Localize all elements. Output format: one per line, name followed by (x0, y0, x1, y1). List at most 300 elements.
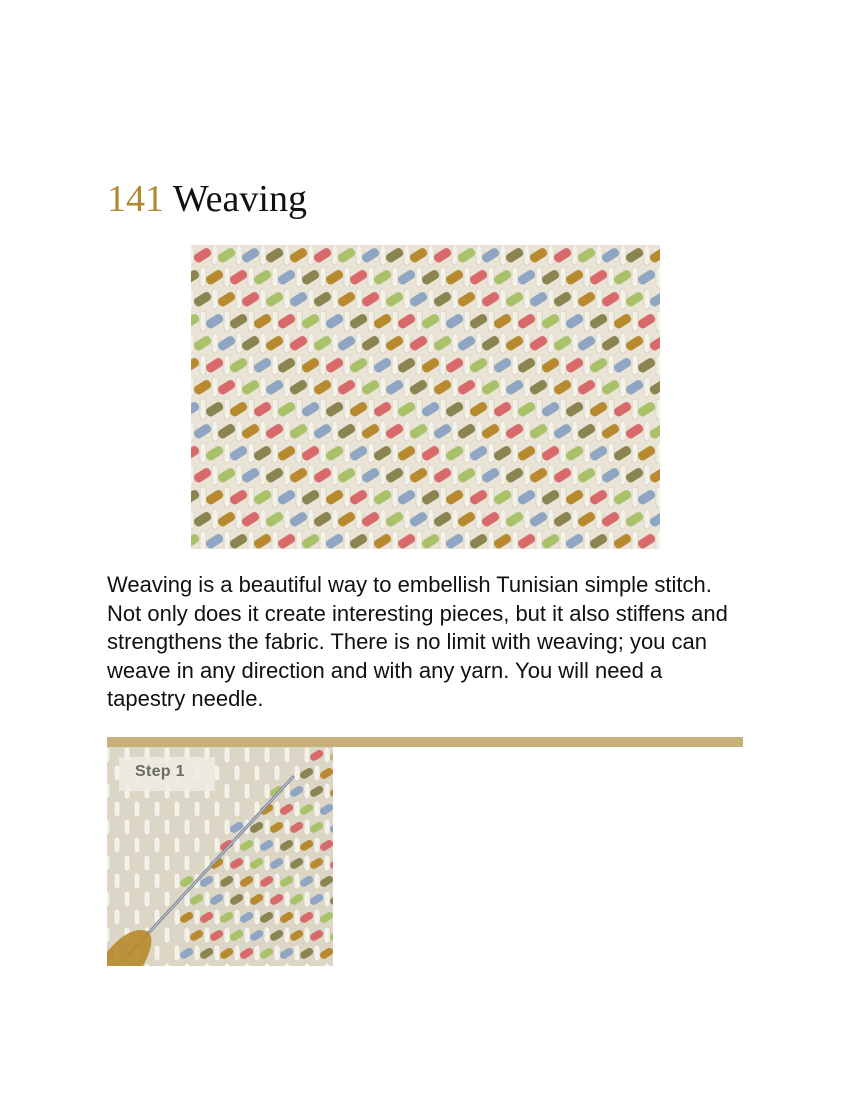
stitch-bar (174, 909, 180, 925)
stitch-bar (294, 909, 300, 925)
stitch-bar (236, 465, 242, 485)
stitch-bar (404, 421, 410, 441)
stitch-bar (308, 465, 314, 485)
stitch-bar (464, 399, 470, 419)
stitch-bar (236, 333, 242, 353)
stitch-bar (572, 509, 578, 529)
stitch-bar (184, 855, 190, 871)
stitch-bar (548, 377, 554, 397)
stitch-bar (656, 487, 660, 507)
stitch-bar (184, 819, 190, 835)
stitch-bar (404, 245, 410, 265)
stitch-bar (476, 333, 482, 353)
stitch-bar (264, 783, 270, 799)
stitch-bar (656, 311, 660, 331)
stitch-bar (272, 267, 278, 287)
stitch-bar (296, 355, 302, 375)
stitch-bar (608, 355, 614, 375)
stitch-bar (200, 399, 206, 419)
stitch-bar (174, 873, 180, 889)
stitch-bar (644, 333, 650, 353)
stitch-bar (236, 509, 242, 529)
stitch-bar (500, 465, 506, 485)
stitch-bar (380, 333, 386, 353)
stitch-bar (248, 399, 254, 419)
stitch-bar (464, 487, 470, 507)
stitch-bar (620, 245, 626, 265)
stitch-bar (356, 289, 362, 309)
stitch-bar (294, 801, 300, 817)
stitch-bar (536, 443, 542, 463)
stitch-bar (536, 267, 542, 287)
stitch-bar (224, 267, 230, 287)
stitch-bar (284, 465, 290, 485)
stitch-bar (416, 443, 422, 463)
stitch-bar (224, 355, 230, 375)
stitch-bar (200, 531, 206, 549)
stitch-bar (524, 289, 530, 309)
stitch-bar (308, 245, 314, 265)
stitch-bar (272, 355, 278, 375)
stitch-bar (234, 765, 240, 781)
stitch-bar (440, 267, 446, 287)
stitch-bar (294, 837, 300, 853)
stitch-bar (548, 333, 554, 353)
stitch-bar (392, 311, 398, 331)
stitch-bar (428, 509, 434, 529)
stitch-bar (264, 891, 270, 907)
stitch-bar (560, 531, 566, 549)
stitch-bar (234, 801, 240, 817)
stitch-bar (284, 377, 290, 397)
stitch-bar (224, 747, 230, 763)
stitch-bar (452, 377, 458, 397)
stitch-bar (524, 333, 530, 353)
stitch-bar (236, 421, 242, 441)
stitch-bar (404, 289, 410, 309)
stitch-bar (204, 963, 210, 966)
stitch-bar (260, 421, 266, 441)
stitch-bar (644, 465, 650, 485)
stitch-bar (244, 963, 250, 966)
stitch-bar (244, 891, 250, 907)
stitch-bar (584, 399, 590, 419)
stitch-bar (380, 421, 386, 441)
stitch-bar (596, 509, 602, 529)
stitch-bar (512, 311, 518, 331)
stitch-bar (294, 945, 300, 961)
stitch-bar (191, 465, 194, 485)
stitch-bar (620, 465, 626, 485)
stitch-bar (608, 531, 614, 549)
stitch-bar (392, 487, 398, 507)
stitch-bar (200, 443, 206, 463)
stitch-bar (184, 927, 190, 943)
stitch-bar (632, 399, 638, 419)
stitch-bar (304, 927, 310, 943)
stitch-bar (224, 487, 230, 507)
stitch-bar (314, 801, 320, 817)
stitch-bar (224, 443, 230, 463)
stitch-bar (234, 909, 240, 925)
stitch-bar (214, 909, 220, 925)
stitch-bar (512, 443, 518, 463)
stitch-bar (260, 465, 266, 485)
stitch-bar (500, 289, 506, 309)
stitch-bar (620, 421, 626, 441)
stitch-bar (284, 421, 290, 441)
section-divider (107, 737, 743, 747)
stitch-bar (464, 531, 470, 549)
stitch-bar (224, 311, 230, 331)
stitch-bar (356, 509, 362, 529)
stitch-bar (632, 531, 638, 549)
stitch-bar (320, 355, 326, 375)
stitch-bar (428, 245, 434, 265)
stitch-bar (144, 963, 150, 966)
stitch-bar (124, 855, 130, 871)
stitch-bar (244, 783, 250, 799)
stitch-bar (608, 399, 614, 419)
stitch-bar (320, 311, 326, 331)
stitch-bar (164, 891, 170, 907)
stitch-bar (304, 963, 310, 966)
stitch-bar (332, 333, 338, 353)
stitch-bar (314, 909, 320, 925)
stitch-bar (134, 873, 140, 889)
stitch-bar (244, 927, 250, 943)
stitch-bar (204, 891, 210, 907)
stitch-bar (174, 837, 180, 853)
stitch-bar (212, 377, 218, 397)
stitch-bar (294, 765, 300, 781)
stitch-bar (154, 873, 160, 889)
stitch-bar (308, 509, 314, 529)
stitch-bar (107, 891, 110, 907)
stitch-bar (476, 245, 482, 265)
stitch-bar (308, 421, 314, 441)
stitch-bar (644, 509, 650, 529)
stitch-bar (344, 487, 350, 507)
stitch-bar (274, 945, 280, 961)
stitch-bar (356, 377, 362, 397)
stitch-bar (488, 355, 494, 375)
stitch-bar (368, 399, 374, 419)
stitch-bar (296, 267, 302, 287)
stitch-bar (584, 267, 590, 287)
stitch-bar (212, 465, 218, 485)
stitch-bar (536, 355, 542, 375)
stitch-bar (356, 465, 362, 485)
stitch-bar (212, 509, 218, 529)
stitch-bar (524, 509, 530, 529)
stitch-bar (107, 855, 110, 871)
stitch-bar (404, 333, 410, 353)
stitch-bar (560, 399, 566, 419)
stitch-bar (524, 465, 530, 485)
stitch-bar (274, 909, 280, 925)
stitch-bar (356, 333, 362, 353)
stitch-bar (248, 487, 254, 507)
stitch-bar (224, 891, 230, 907)
stitch-bar (596, 289, 602, 309)
stitch-bar (248, 355, 254, 375)
stitch-bar (244, 747, 250, 763)
stitch-bar (452, 465, 458, 485)
stitch-bar (154, 837, 160, 853)
stitch-bar (191, 245, 194, 265)
stitch-bar (194, 837, 200, 853)
stitch-bar (476, 377, 482, 397)
stitch-bar (572, 377, 578, 397)
stitch-bar (107, 819, 110, 835)
stitch-bar (488, 531, 494, 549)
stitch-bar (254, 765, 260, 781)
stitch-bar (324, 819, 330, 835)
stitch-bar (284, 819, 290, 835)
stitch-bar (428, 289, 434, 309)
stitch-bar (254, 837, 260, 853)
stitch-bar (214, 873, 220, 889)
stitch-bar (154, 945, 160, 961)
stitch-bar (194, 909, 200, 925)
stitch-bar (212, 245, 218, 265)
stitch-bar (416, 355, 422, 375)
stitch-bar (464, 443, 470, 463)
stitch-bar (107, 747, 110, 763)
stitch-bar (191, 377, 194, 397)
stitch-bar (356, 421, 362, 441)
stitch-bar (294, 873, 300, 889)
stitch-bar (144, 855, 150, 871)
stitch-bar (536, 311, 542, 331)
stitch-bar (274, 765, 280, 781)
stitch-bar (572, 289, 578, 309)
stitch-bar (224, 927, 230, 943)
stitch-bar (644, 245, 650, 265)
stitch-bar (304, 747, 310, 763)
stitch-bar (272, 399, 278, 419)
stitch-bar (560, 487, 566, 507)
stitch-bar (320, 443, 326, 463)
stitch-bar (464, 267, 470, 287)
stitch-bar (214, 801, 220, 817)
stitch-bar (308, 289, 314, 309)
stitch-bar (632, 355, 638, 375)
stitch-bar (296, 487, 302, 507)
stitch-bar (191, 333, 194, 353)
section-number: 141 (107, 178, 164, 220)
stitch-bar (416, 267, 422, 287)
stitch-bar (356, 245, 362, 265)
stitch-bar (500, 421, 506, 441)
stitch-bar (214, 837, 220, 853)
stitch-bar (608, 311, 614, 331)
stitch-bar (191, 289, 194, 309)
stitch-bar (560, 311, 566, 331)
stitch-bar (596, 421, 602, 441)
stitch-bar (304, 819, 310, 835)
stitch-bar (284, 245, 290, 265)
stitch-bar (632, 487, 638, 507)
stitch-bar (236, 289, 242, 309)
stitch-bar (368, 311, 374, 331)
step-1-label: Step 1 (135, 763, 185, 780)
stitch-bar (632, 311, 638, 331)
stitch-bar (344, 355, 350, 375)
stitch-bar (368, 487, 374, 507)
stitch-bar (320, 487, 326, 507)
stitch-bar (254, 945, 260, 961)
stitch-bar (332, 509, 338, 529)
stitch-bar (368, 531, 374, 549)
stitch-bar (264, 855, 270, 871)
stitch-bar (500, 377, 506, 397)
stitch-bar (512, 267, 518, 287)
stitch-bar (134, 801, 140, 817)
stitch-bar (500, 509, 506, 529)
stitch-bar (440, 443, 446, 463)
stitch-bar (204, 819, 210, 835)
stitch-bar (296, 531, 302, 549)
stitch-bar (224, 531, 230, 549)
stitch-bar (392, 399, 398, 419)
stitch-bar (440, 311, 446, 331)
stitch-bar (314, 873, 320, 889)
stitch-bar (476, 289, 482, 309)
stitch-bar (548, 465, 554, 485)
stitch-bar (134, 837, 140, 853)
stitch-bar (324, 963, 330, 966)
stitch-bar (234, 873, 240, 889)
stitch-bar (304, 855, 310, 871)
stitch-bar (260, 377, 266, 397)
stitch-bar (512, 531, 518, 549)
stitch-bar (332, 465, 338, 485)
stitch-bar (452, 245, 458, 265)
stitch-bar (656, 443, 660, 463)
stitch-bar (476, 421, 482, 441)
stitch-bar (284, 927, 290, 943)
stitch-bar (572, 245, 578, 265)
stitch-bar (368, 355, 374, 375)
stitch-bar (380, 377, 386, 397)
stitch-bar (272, 443, 278, 463)
stitch-bar (620, 377, 626, 397)
stitch-bar (114, 873, 120, 889)
stitch-bar (154, 801, 160, 817)
stitch-bar (392, 355, 398, 375)
stitch-bar (164, 855, 170, 871)
stitch-bar (320, 399, 326, 419)
stitch-bar (124, 891, 130, 907)
stitch-bar (184, 963, 190, 966)
stitch-bar (440, 355, 446, 375)
stitch-bar (191, 421, 194, 441)
stitch-bar (244, 855, 250, 871)
stitch-bar (284, 963, 290, 966)
stitch-bar (272, 531, 278, 549)
stitch-bar (608, 443, 614, 463)
stitch-bar (284, 289, 290, 309)
stitch-bar (264, 927, 270, 943)
stitch-bar (416, 531, 422, 549)
stitch-bar (560, 355, 566, 375)
stitch-bar (107, 783, 110, 799)
stitch-bar (324, 891, 330, 907)
stitch-bar (200, 267, 206, 287)
stitch-bar (254, 873, 260, 889)
stitch-bar (632, 267, 638, 287)
intro-paragraph: Weaving is a beautiful way to embellish Tunisian simple stitch. Not only does it create interesting pieces, but it also stiffens and strengthens the fabric. There is no limit with weaving; you can weave in any direction and with any yarn. You will need a tapestry needle. (107, 572, 728, 711)
stitch-bar (308, 377, 314, 397)
stitch-bar (548, 509, 554, 529)
stitch-bar (584, 487, 590, 507)
stitch-bar (324, 855, 330, 871)
stitch-bar (404, 465, 410, 485)
stitch-bar (296, 399, 302, 419)
stitch-bar (524, 421, 530, 441)
stitch-bar (304, 783, 310, 799)
stitch-bar (632, 443, 638, 463)
stitch-bar (308, 333, 314, 353)
stitch-bar (488, 311, 494, 331)
stitch-bar (428, 421, 434, 441)
stitch-bar (536, 487, 542, 507)
stitch-bar (314, 837, 320, 853)
stitch-bar (194, 801, 200, 817)
stitch-bar (224, 399, 230, 419)
stitch-bar (332, 245, 338, 265)
stitch-bar (572, 465, 578, 485)
stitch-bar (200, 311, 206, 331)
stitch-bar (416, 487, 422, 507)
stitch-bar (596, 377, 602, 397)
stitch-bar (320, 531, 326, 549)
stitch-bar (200, 487, 206, 507)
stitch-bar (476, 465, 482, 485)
stitch-bar (272, 487, 278, 507)
stitch-bar (332, 421, 338, 441)
stitch-bar (164, 963, 170, 966)
stitch-bar (404, 509, 410, 529)
stitch-bar (620, 333, 626, 353)
stitch-bar (296, 443, 302, 463)
stitch-bar (260, 289, 266, 309)
stitch-bar (596, 465, 602, 485)
stitch-bar (324, 927, 330, 943)
stitch-bar (452, 289, 458, 309)
stitch-bar (114, 801, 120, 817)
stitch-bar (380, 465, 386, 485)
stitch-bar (254, 909, 260, 925)
stitch-bar (224, 855, 230, 871)
stitch-bar (114, 837, 120, 853)
stitch-bar (260, 509, 266, 529)
stitch-bar (392, 443, 398, 463)
stitch-bar (548, 289, 554, 309)
stitch-bar (114, 909, 120, 925)
stitch-bar (368, 443, 374, 463)
stitch-bar (380, 289, 386, 309)
stitch-bar (344, 399, 350, 419)
stitch-bar (174, 945, 180, 961)
stitch-bar (644, 289, 650, 309)
hero-weaving-swatch-image (191, 245, 660, 549)
stitch-bar (212, 289, 218, 309)
stitch-bar (560, 267, 566, 287)
stitch-bar (428, 465, 434, 485)
